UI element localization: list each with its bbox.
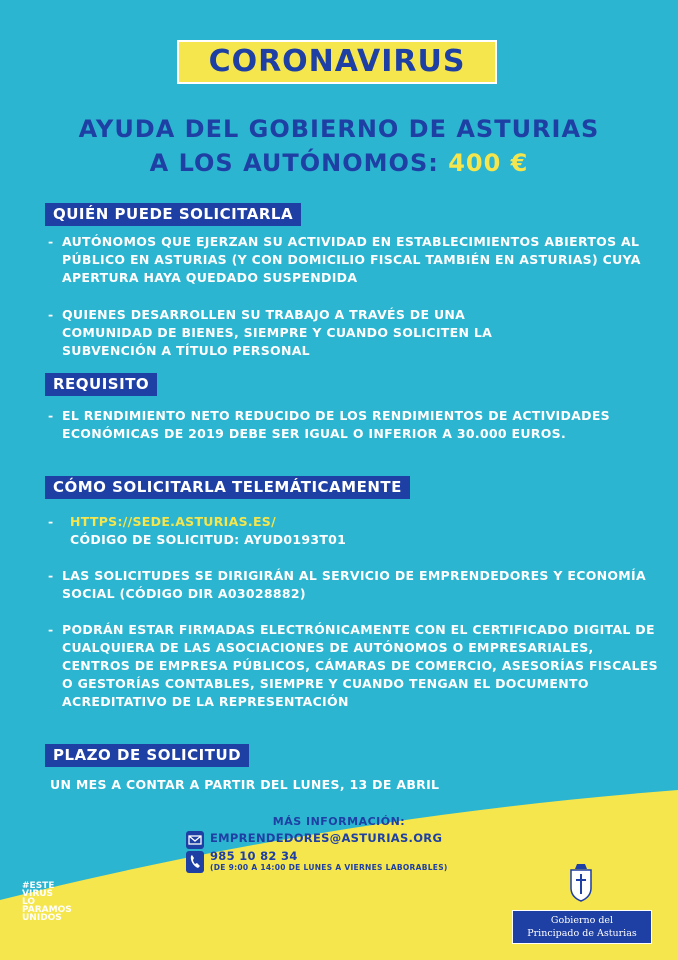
codigo-solicitud: CÓDIGO DE SOLICITUD: AYUD0193T01 [70,532,347,547]
email-link[interactable]: EMPRENDEDORES@ASTURIAS.ORG [210,831,443,845]
como-item-2: PODRÁN ESTAR FIRMADAS ELECTRÓNICAMENTE CON EL CERTIFICADO DIGITAL DE CUALQUIERA DE LAS ASOCIACIONES DE AUTÓNOMOS O EMPRESARIALES, CENTROS DE EMPRESA PÚBLICOS, CÁMARAS DE COMERCIO, ASESORÍAS FISCALES O GESTORÍAS CONTABLES, SIEMPRE Y CUANDO TENGAN EL DOCUMENTO ACREDITATIVO DE LA REPRESENTACIÓN [62,622,658,709]
requisito-item-1: EL RENDIMIENTO NETO REDUCIDO DE LOS RENDIMIENTOS DE ACTIVIDADES ECONÓMICAS DE 2019 DEBE SER IGUAL O INFERIOR A 30.000 EUROS. [62,408,610,441]
hashtag-line: UNIDOS [22,913,62,923]
hashtag-line: VIRUS [22,889,54,899]
title-line-2-prefix: A LOS AUTÓNOMOS: [149,149,439,177]
list-item: - QUIENES DESARROLLEN SU TRABAJO A TRAVÉS DE UNA COMUNIDAD DE BIENES, SIEMPRE Y CUANDO SOLICITEN LA SUBVENCIÓN A TÍTULO PERSONAL [48,306,528,360]
phone-number[interactable]: 985 10 82 34 [210,849,298,863]
phone-icon [186,851,204,873]
plazo-text: UN MES A CONTAR A PARTIR DEL LUNES, 13 DE ABRIL [50,777,440,792]
como-item-1: LAS SOLICITUDES SE DIRIGIRÁN AL SERVICIO DE EMPRENDEDORES Y ECONOMÍA SOCIAL (CÓDIGO DIR A03028882) [62,568,646,601]
list-item: - HTTPS://SEDE.ASTURIAS.ES/ CÓDIGO DE SOLICITUD: AYUD0193T01 [48,514,347,547]
gov-line-2: Principado de Asturias [527,928,637,939]
list-item: - LAS SOLICITUDES SE DIRIGIRÁN AL SERVICIO DE EMPRENDEDORES Y ECONOMÍA SOCIAL (CÓDIGO DIR A03028882) [48,567,658,603]
title-line-2 [0,146,678,180]
phone-hours: (DE 9:00 A 14:00 DE LUNES A VIERNES LABORABLES) [210,863,448,872]
list-item: - PODRÁN ESTAR FIRMADAS ELECTRÓNICAMENTE CON EL CERTIFICADO DIGITAL DE CUALQUIERA DE LAS ASOCIACIONES DE AUTÓNOMOS O EMPRESARIALES, CENTROS DE EMPRESA PÚBLICOS, CÁMARAS DE COMERCIO, ASESORÍAS FISCALES O GESTORÍAS CONTABLES, SIEMPRE Y CUANDO TENGAN EL DOCUMENTO ACREDITATIVO DE LA REPRESENTACIÓN [48,622,658,709]
hashtag-line: LO [22,897,36,907]
heading-plazo-de-solicitud: PLAZO DE SOLICITUD [45,744,249,767]
quien-item-1: AUTÓNOMOS QUE EJERZAN SU ACTIVIDAD EN ESTABLECIMIENTOS ABIERTOS AL PÚBLICO EN ASTURIAS (Y CON DOMICILIO FISCAL TAMBIÉN EN ASTURIAS) CUYA APERTURA HAYA QUEDADO SUSPENDIDA [62,234,641,285]
list-item: - EL RENDIMIENTO NETO REDUCIDO DE LOS RENDIMIENTOS DE ACTIVIDADES ECONÓMICAS DE 2019 DEBE SER IGUAL O INFERIOR A 30.000 EUROS. [48,407,628,443]
list-item: - AUTÓNOMOS QUE EJERZAN SU ACTIVIDAD EN ESTABLECIMIENTOS ABIERTOS AL PÚBLICO EN ASTURIAS (Y CON DOMICILIO FISCAL TAMBIÉN EN ASTURIAS) CUYA APERTURA HAYA QUEDADO SUSPENDIDA [48,233,658,287]
page-title [0,112,678,180]
heading-como-solicitarla: CÓMO SOLICITARLA TELEMÁTICAMENTE [45,476,410,499]
gobierno-principado-logo [512,910,652,944]
hashtag-este-virus [22,882,102,922]
hashtag-line: #ESTE [22,881,55,891]
phone-contact [186,851,448,873]
title-amount: 400 € [448,149,529,177]
heading-quien-puede-solicitarla: QUIÉN PUEDE SOLICITARLA [45,203,301,226]
sede-link[interactable]: HTTPS://SEDE.ASTURIAS.ES/ [70,514,276,529]
gov-line-1: Gobierno del [550,915,614,926]
quien-item-2: QUIENES DESARROLLEN SU TRABAJO A TRAVÉS DE UNA COMUNIDAD DE BIENES, SIEMPRE Y CUANDO SOLICITEN LA SUBVENCIÓN A TÍTULO PERSONAL [62,307,493,358]
hashtag-line: PARAMOS [22,905,72,915]
coat-of-arms-icon [566,862,596,902]
email-contact [186,831,442,845]
title-line-1: AYUDA DEL GOBIERNO DE ASTURIAS [78,115,600,143]
more-info-title: MÁS INFORMACIÓN: [272,815,406,828]
envelope-icon [186,831,204,849]
banner-coronavirus: CORONAVIRUS [177,40,497,84]
heading-requisito: REQUISITO [45,373,157,396]
